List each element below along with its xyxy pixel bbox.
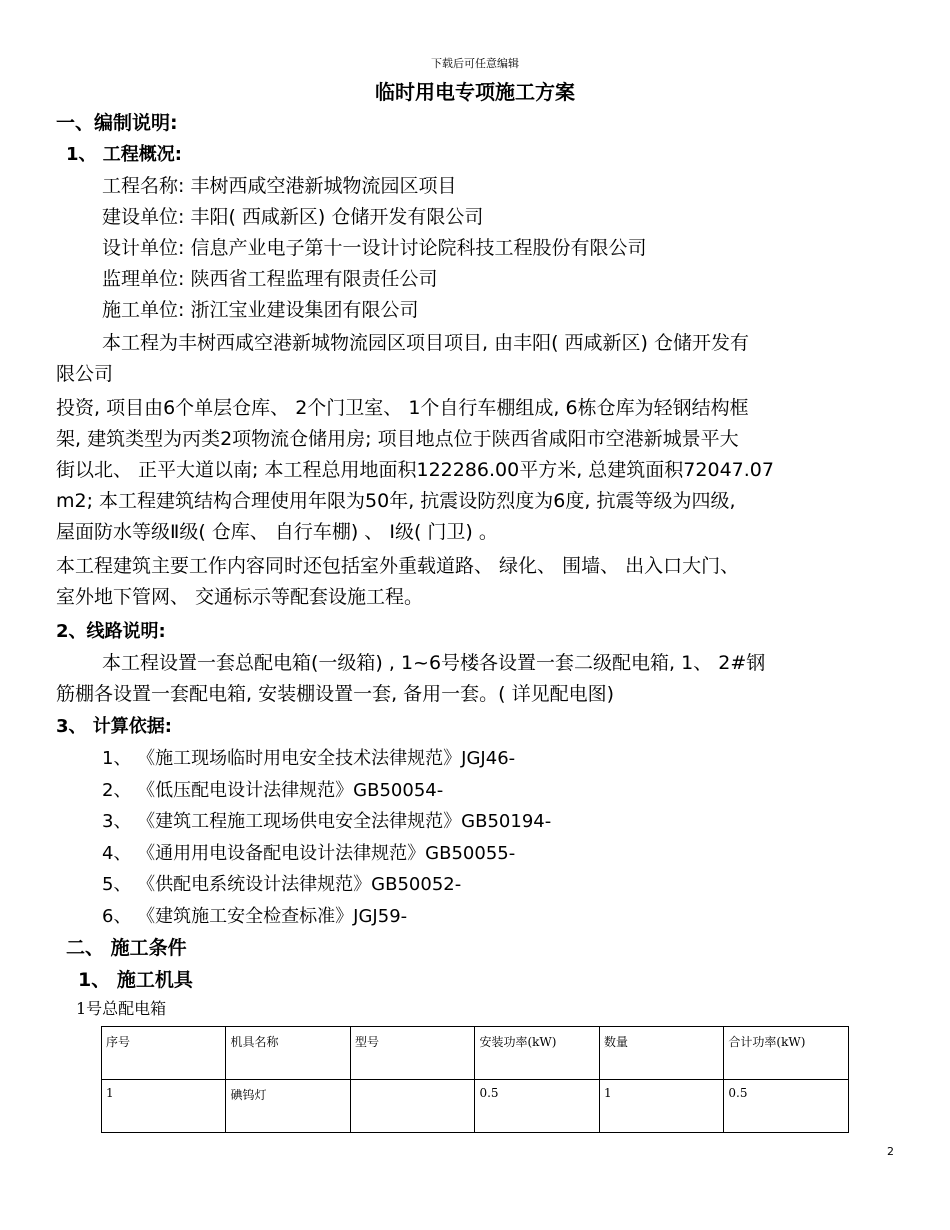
header-cell: 型号 bbox=[350, 1027, 474, 1080]
table-cell: 碘钨灯 bbox=[226, 1080, 350, 1133]
equipment-table bbox=[101, 1026, 849, 1133]
overview-paragraph-line: 限公司 bbox=[56, 363, 114, 385]
overview-paragraph-line: 架, 建筑类型为丙类2项物流仓储用房; 项目地点位于陕西省咸阳市空港新城景平大 bbox=[56, 428, 739, 450]
supervisor-line: 监理单位: 陕西省工程监理有限责任公司 bbox=[102, 268, 438, 290]
table-cell: 0.5 bbox=[724, 1080, 849, 1133]
reference-item: 6、 《建筑施工安全检查标准》JGJ59- bbox=[102, 906, 408, 927]
table-cell: 0.5 bbox=[475, 1080, 599, 1133]
reference-item: 1、 《施工现场临时用电安全技术法律规范》JGJ46- bbox=[102, 748, 516, 769]
page-number: 2 bbox=[887, 1145, 894, 1158]
reference-item: 5、 《供配电系统设计法律规范》GB50052- bbox=[102, 874, 462, 895]
table-cell bbox=[350, 1080, 474, 1133]
reference-item: 3、 《建筑工程施工现场供电安全法律规范》GB50194- bbox=[102, 811, 552, 832]
designer-line: 设计单位: 信息产业电子第十一设计讨论院科技工程股份有限公司 bbox=[102, 237, 647, 259]
reference-item: 4、 《通用用电设备配电设计法律规范》GB50055- bbox=[102, 843, 516, 864]
overview-paragraph-line: 街以北、 正平大道以南; 本工程总用地面积122286.00平方米, 总建筑面积72047.07 bbox=[56, 459, 774, 481]
subsection-2-1-heading: 1、 施工机具 bbox=[78, 969, 193, 991]
document-title: 临时用电专项施工方案 bbox=[375, 80, 575, 104]
project-name-line: 工程名称: 丰树西咸空港新城物流园区项目 bbox=[102, 175, 457, 197]
overview-paragraph-line: 投资, 项目由6个单层仓库、 2个门卫室、 1个自行车棚组成, 6栋仓库为轻钢结构框 bbox=[56, 397, 749, 419]
overview-paragraph-line: 本工程为丰树西咸空港新城物流园区项目项目, 由丰阳( 西咸新区) 仓储开发有 bbox=[102, 332, 749, 354]
table-caption: 1号总配电箱 bbox=[76, 999, 167, 1018]
contractor-line: 施工单位: 浙江宝业建设集团有限公司 bbox=[102, 299, 419, 321]
subsection-1-2-heading: 2、线路说明: bbox=[56, 621, 166, 642]
header-cell: 机具名称 bbox=[226, 1027, 350, 1080]
header-cell: 安装功率(kW) bbox=[475, 1027, 599, 1080]
circuit-description-line: 筋棚各设置一套配电箱, 安装棚设置一套, 备用一套。( 详见配电图) bbox=[56, 683, 615, 705]
section-1-heading: 一、编制说明: bbox=[56, 112, 178, 134]
circuit-description-line: 本工程设置一套总配电箱(一级箱) , 1~6号楼各设置一套二级配电箱, 1、 2#钢 bbox=[102, 652, 766, 674]
subsection-1-3-heading: 3、 计算依据: bbox=[56, 716, 172, 737]
section-2-heading: 二、 施工条件 bbox=[66, 937, 187, 959]
header-cell: 合计功率(kW) bbox=[724, 1027, 849, 1080]
table-cell: 1 bbox=[102, 1080, 226, 1133]
subsection-1-1-heading: 1、 工程概况: bbox=[66, 144, 182, 165]
overview-paragraph-line: m2; 本工程建筑结构合理使用年限为50年, 抗震设防烈度为6度, 抗震等级为四级, bbox=[56, 490, 736, 512]
table-cell: 1 bbox=[599, 1080, 723, 1133]
scope-paragraph-line: 本工程建筑主要工作内容同时还包括室外重载道路、 绿化、 围墙、 出入口大门、 bbox=[56, 555, 740, 577]
scope-paragraph-line: 室外地下管网、 交通标示等配套设施工程。 bbox=[56, 586, 424, 608]
owner-line: 建设单位: 丰阳( 西咸新区) 仓储开发有限公司 bbox=[102, 206, 484, 228]
header-cell: 数量 bbox=[599, 1027, 723, 1080]
table-header-row bbox=[102, 1027, 849, 1080]
table-row bbox=[102, 1080, 849, 1133]
header-note: 下载后可任意编辑 bbox=[431, 57, 519, 70]
overview-paragraph-line: 屋面防水等级Ⅱ级( 仓库、 自行车棚) 、 Ⅰ级( 门卫) 。 bbox=[56, 521, 498, 543]
header-cell: 序号 bbox=[102, 1027, 226, 1080]
reference-item: 2、 《低压配电设计法律规范》GB50054- bbox=[102, 780, 444, 801]
